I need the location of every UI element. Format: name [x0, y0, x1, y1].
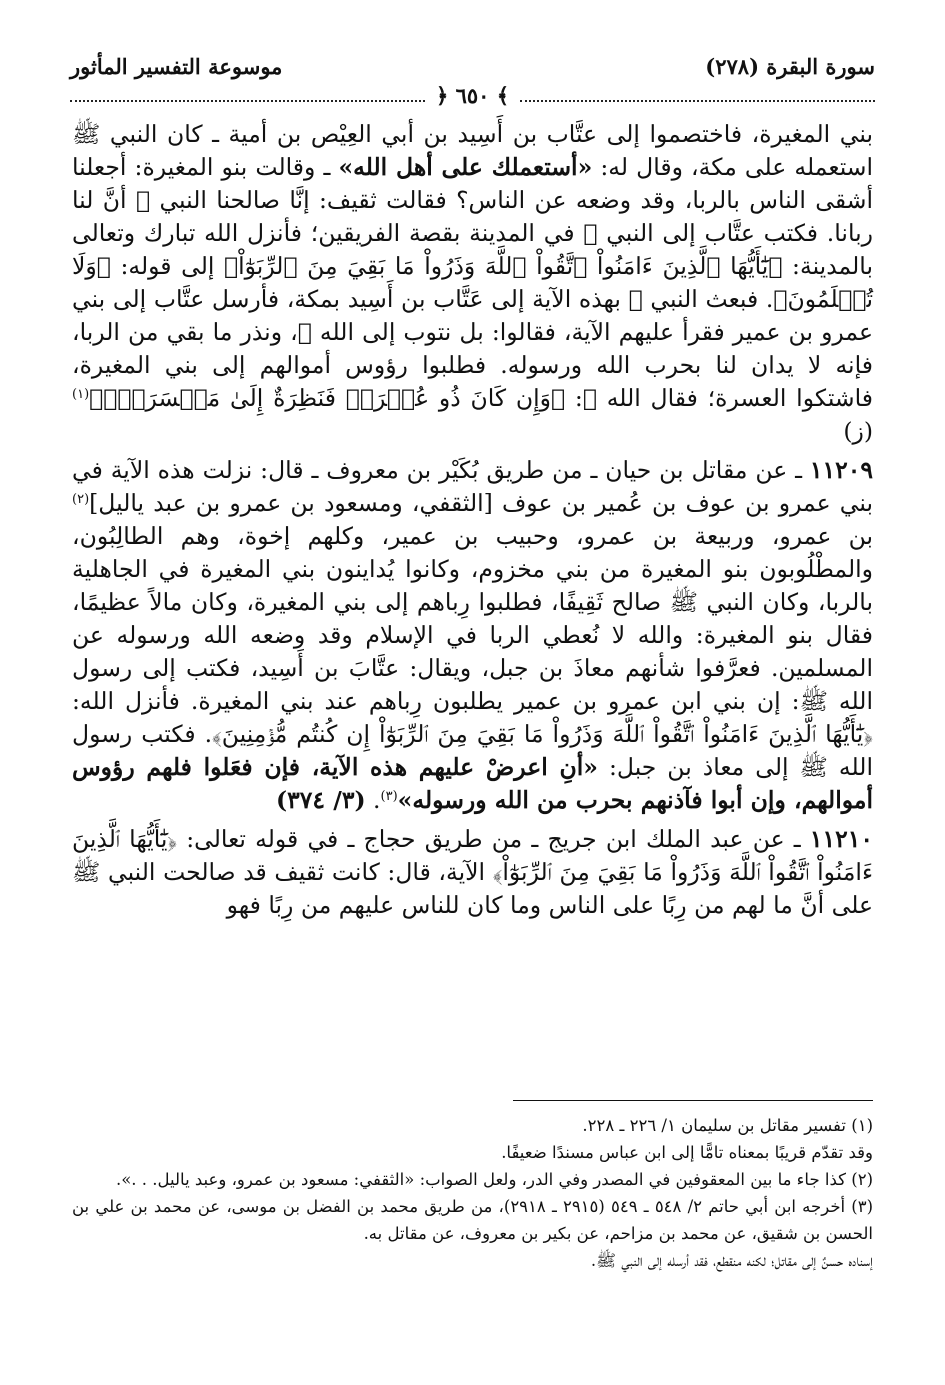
- footnote-2: (٢) كذا جاء ما بين المعقوفين في المصدر وفي الدر، ولعل الصواب: «الثقفي: مسعود بن عمرو، وعبد ياليل. . .».: [115, 1170, 873, 1189]
- text-run: ـ وقالت بنو المغيرة: أجعلنا أشقى الناس بالربا، وقد وضعه عن الناس؟ فقالت ثقيف: إنَّا صالحنا النبي ﷺ أنَّ لنا ربانا. فكتب عتَّاب إلى النبي ﷺ في المدينة بقصة الفريقين؛ فأنزل الله تبارك وتعالى بالمدينة:: [72, 153, 873, 280]
- footnote-1-note: وقد تقدّم قريبًا بمعناه تامًّا إلى ابن عباس مسندًا ضعيفًا.: [501, 1143, 873, 1162]
- book-title: موسوعة التفسير المأثور: [70, 54, 283, 79]
- text-run: . فكتب رسول الله ﷺ إلى معاذ بن جبل:: [72, 720, 873, 781]
- text-run: ـ عن مقاتل بن حيان ـ من طريق بُكَيْر بن معروف ـ قال: نزلت هذه الآية في بني عمرو بن عوف بن عُمير بن عوف [الثقفي، ومسعود بن عمرو بن عبد ياليل]: [72, 456, 873, 517]
- header-rule: [70, 83, 875, 108]
- footnote-separator: [513, 1100, 873, 1101]
- text-run: . فبعث النبي ﷺ بهذه الآية إلى عَتَّاب بن أَسِيد بمكة، فأرسل عتَّاب إلى بني عمرو بن عمير فقرأ عليهم الآية، فقالوا: بل نتوب إلى الله ﷻ، ونذر ما بقي من الربا، فإنه لا يدان لنا بحرب الله ورسوله. فطلبوا رؤوس أموالهم إلى بني المغيرة، فاشتكوا العسرة؛ فقال الله ﷻ:: [72, 285, 873, 412]
- paragraph-continued: [72, 118, 873, 448]
- quran-verse: ﴿وَلَا تُظۡلَمُونَ﴾: [72, 252, 873, 313]
- footnote-1: (١) تفسير مقاتل بن سليمان ١/ ٢٢٦ ـ ٢٢٨.: [582, 1116, 873, 1135]
- quran-verse: ﴿يَٰٓأَيُّهَا ٱلَّذِينَ ءَامَنُواْ ٱتَّقُواْ ٱللَّهَ وَذَرُواْ مَا بَقِيَ مِنَ ٱلرِّبَوٰٓاْ﴾: [72, 825, 873, 886]
- hadith-quote: «أنِ اعرضْ عليهم هذه الآية، فإن فعَلوا فلهم رؤوس أموالهم، وإن أبوا فآذنهم بحرب من الله ورسوله»: [72, 753, 873, 814]
- text-run: .: [365, 786, 381, 814]
- main-text: [72, 118, 873, 922]
- page-number: ﴿ ٦٥٠ ﴾: [435, 83, 510, 108]
- narration-number: ١١٢٠٩: [809, 456, 873, 484]
- header-rule-left: [70, 100, 425, 102]
- text-run: بني المغيرة، فاختصموا إلى عتَّاب بن أَسِيد بن أبي العِيْص بن أمية ـ كان النبي ﷺ استعمله على مكة، وقال له:: [72, 120, 874, 181]
- volume-reference: (٣/ ٣٧٤): [276, 786, 366, 814]
- header-rule-right: [520, 100, 875, 102]
- hadith-quote: «أستعملك على أهل الله»: [338, 153, 593, 181]
- quran-verse: ﴿يَٰٓأَيُّهَا ٱلَّذِينَ ءَامَنُواْ ٱتَّقُواْ ٱللَّهَ وَذَرُواْ مَا بَقِيَ مِنَ ٱلرِّبَوٰٓاْ﴾: [224, 252, 783, 280]
- footnotes: [72, 1112, 873, 1274]
- footnote-marker: (٢): [72, 492, 90, 507]
- quran-verse: ﴿وَإِن كَانَ ذُو عُسۡرَةٖ فَنَظِرَةٌ إِلَىٰ مَيۡسَرَةٖۚ﴾: [89, 384, 566, 412]
- text-run: الآية، قال: كانت ثقيف قد صالحت النبي ﷺ على أنَّ ما لهم من رِبًا على الناس وما كان للناس عليهم من رِبًا فهو: [72, 858, 873, 919]
- narration-number: ١١٢١٠: [809, 825, 873, 853]
- footnote-3-note: إسناده حسنٌ إلى مقاتل؛ لكنه منقطع، فقد أرسله إلى النبي ﷺ.: [590, 1251, 873, 1270]
- text-run: إلى قوله:: [110, 252, 225, 280]
- paragraph-11210: [72, 823, 873, 922]
- surah-title: سورة البقرة (٢٧٨): [705, 54, 875, 79]
- quran-verse: ﴿يَٰٓأَيُّهَا ٱلَّذِينَ ءَامَنُواْ ٱتَّقُواْ ٱللَّهَ وَذَرُواْ مَا بَقِيَ مِنَ ٱلرِّبَوٰٓاْ إِن كُنتُم مُّؤۡمِنِينَ﴾: [212, 720, 873, 748]
- paragraph-11209: [72, 454, 873, 817]
- footnote-marker: (٣): [380, 789, 398, 804]
- footnote-marker: (١): [72, 387, 90, 402]
- text-run: بن عمرو، وربيعة بن عمرو، وحبيب بن عمير، وكلهم إخوة، وهم الطالِبُون، والمطْلُوبون بنو المغيرة من بني مخزوم، وكانوا يُداينون بني المغيرة في الجاهلية بالربا، وكان النبي ﷺ صالح ثَقِيفًا، فطلبوا رِباهم إلى بني المغيرة، وكان مالاً عظيمًا، فقال بنو المغيرة: والله لا نُعطي الربا في الإسلام وقد وضعه الله ورسوله عن المسلمين. فعرَّفوا شأنهم معاذَ بن جبل، ويقال: عتَّابَ بن أَسِيد، فكتب إلى رسول الله ﷺ: إن بني ابن عمرو بن عمير يطلبون رِباهم عند بني المغيرة. فأنزل الله:: [72, 522, 873, 715]
- footnote-3: (٣) أخرجه ابن أبي حاتم ٢/ ٥٤٨ ـ ٥٤٩ (٢٩١٥ ـ ٢٩١٨)، من طريق محمد بن الفضل بن موسى، عن محمد بن علي بن الحسن بن شقيق، عن محمد بن مزاحم، عن بكير بن معروف، عن مقاتل به.: [72, 1197, 874, 1243]
- text-run: (ز): [843, 417, 873, 445]
- text-run: ـ عن عبد الملك ابن جريج ـ من طريق حجاج ـ في قوله تعالى:: [177, 825, 810, 853]
